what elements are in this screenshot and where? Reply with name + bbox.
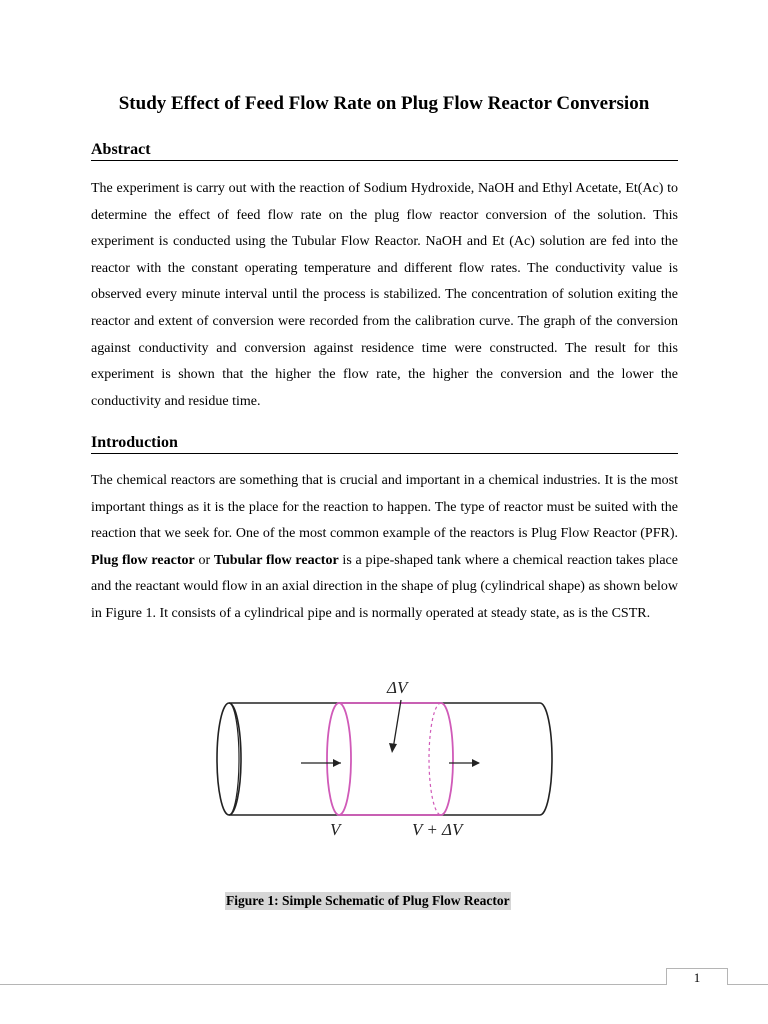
- pipe-right-end: [540, 703, 552, 815]
- abstract-heading: Abstract: [91, 141, 678, 161]
- delta-v-arrow-line: [393, 700, 401, 749]
- pfr-schematic-diagram: [205, 673, 565, 845]
- label-v-plus-delta-v: V + ΔV: [412, 820, 463, 839]
- intro-text-1: The chemical reactors are something that is crucial and important in a chemical industries. It is the most important things as it is the place for the reaction to happen. The type of reactor must be suited with the reaction that we seek for. One of the most common example of the reactors is Plug Flow Reactor (PFR).: [91, 473, 678, 542]
- outflow-arrowhead: [472, 759, 480, 767]
- abstract-paragraph: The experiment is carry out with the reaction of Sodium Hydroxide, NaOH and Ethyl Acetate, Et(Ac) to determine the effect of feed flow rate on the plug flow reactor conversion of the solution. This experiment is conducted using the Tubular Flow Reactor. NaOH and Et (Ac) solution are fed into the reactor with the constant operating temperature and different flow rates. The conductivity value is observed every minute interval until the process is stabilized. The concentration of solution exiting the reactor and extent of conversion were recorded from the calibration curve. The graph of the conversion against conductivity and conversion against residence time were constructed. The result for this experiment is shown that the higher the flow rate, the higher the conversion and the lower the conductivity and residue time.: [91, 181, 678, 409]
- figure-caption: Figure 1: Simple Schematic of Plug Flow Reactor: [226, 893, 510, 908]
- label-delta-v: ΔV: [387, 678, 408, 697]
- delta-v-arrowhead: [389, 743, 397, 753]
- page-number: 1: [666, 968, 728, 985]
- control-volume-right-face-front: [441, 703, 453, 815]
- control-volume-left-face: [327, 703, 351, 815]
- footer-divider: [0, 984, 768, 985]
- pfr-schematic-figure: [205, 673, 565, 845]
- pipe-left-end: [217, 703, 241, 815]
- intro-bold-tubular-flow-reactor: Tubular flow reactor: [213, 552, 339, 568]
- introduction-heading: Introduction: [91, 434, 678, 454]
- introduction-paragraph: [91, 468, 678, 628]
- control-volume-right-face-back: [429, 703, 441, 815]
- intro-text-2: or: [194, 552, 214, 568]
- label-v: V: [330, 820, 341, 839]
- intro-bold-plug-flow-reactor: Plug flow reactor: [91, 552, 195, 568]
- inflow-arrowhead: [333, 759, 341, 767]
- document-title: Study Effect of Feed Flow Rate on Plug Flow Reactor Conversion: [118, 93, 650, 114]
- intro-text-3: is a pipe-shaped tank where a chemical reaction takes place and the reactant would flow in an axial direction in the shape of plug (cylindrical shape) as shown below in Figure 1. It consists of a cylindrical pipe and is normally operated at steady state, as is the CSTR.: [91, 552, 678, 621]
